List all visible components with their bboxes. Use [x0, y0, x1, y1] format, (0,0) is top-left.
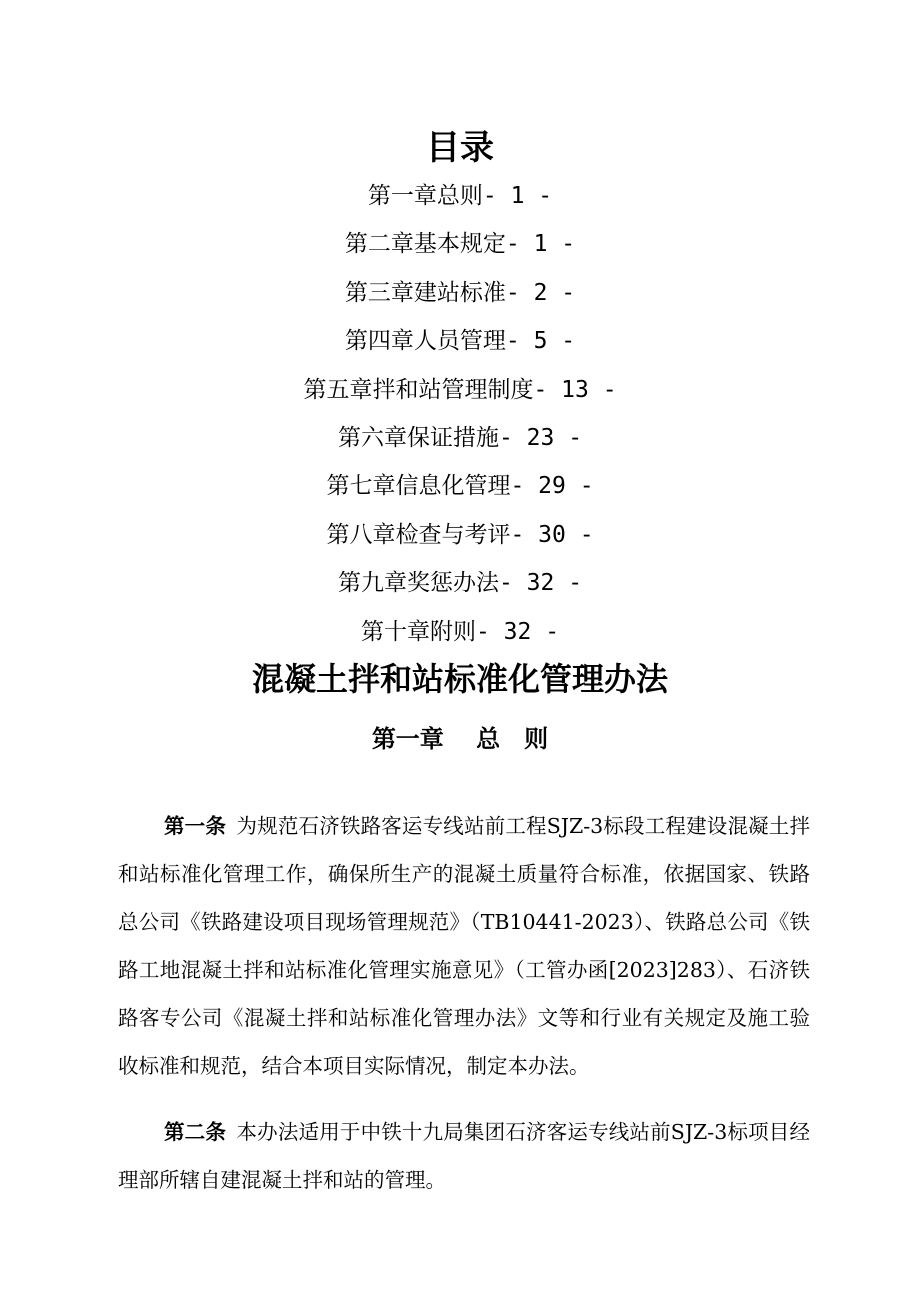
toc-entry[interactable]: [0, 418, 920, 466]
toc-entry-page: - 1 -: [505, 231, 576, 258]
toc-entry[interactable]: [0, 224, 920, 272]
toc-entry[interactable]: [0, 515, 920, 563]
toc-entry-label: 第二章基本规定: [344, 231, 506, 258]
toc-entry-label: 第七章信息化管理: [326, 473, 511, 500]
article-text: 本办法适用于中铁十九局集团石济客运专线站前SJZ-3标项目经理部所辖自建混凝土拌和站的管理。: [118, 1119, 810, 1192]
toc-entry-page: - 13 -: [533, 376, 617, 403]
toc-entry-label: 第三章建站标准: [344, 279, 506, 306]
article-text: 为规范石济铁路客运专线站前工程SJZ-3标段工程建设混凝土拌和站标准化管理工作，确保所生产的混凝土质量符合标准，依据国家、铁路总公司《铁路建设项目现场管理规范》（TB10441-2023）、铁路总公司《铁路工地混凝土拌和站标准化管理实施意见》（工管办函[2023]283）、石济铁路客专公司《混凝土拌和站标准化管理办法》文等和行业有关规定及施工验收标准和规范，结合本项目实际情况，制定本办法。: [118, 813, 810, 1078]
document-title: 混凝土拌和站标准化管理办法: [251, 660, 668, 698]
toc-entry-page: - 30 -: [510, 521, 594, 548]
toc-entry-label: 第一章总则: [367, 183, 483, 209]
toc-entry-label: 第八章检查与考评: [326, 521, 511, 548]
toc-entry[interactable]: [0, 273, 920, 321]
toc-entry-page: - 5 -: [505, 328, 576, 355]
table-of-contents: [0, 176, 920, 660]
toc-entry-label: 第六章保证措施: [337, 424, 499, 451]
toc-entry-label: 第九章奖惩办法: [337, 570, 499, 597]
toc-entry-label: 第四章人员管理: [344, 328, 506, 355]
toc-entry[interactable]: [0, 176, 920, 224]
toc-entry-page: - 2 -: [505, 279, 576, 306]
article-paragraph: [118, 802, 810, 1090]
chapter-heading: 第一章 总 则: [371, 725, 549, 753]
article-label: 第一条: [164, 813, 227, 838]
article-label: 第二条: [164, 1119, 227, 1144]
toc-entry-page: - 23 -: [498, 424, 583, 451]
toc-entry-page: - 1 -: [482, 183, 553, 209]
toc-entry-page: - 32 -: [498, 570, 583, 597]
toc-title: 目录: [426, 128, 494, 168]
toc-entry[interactable]: [0, 563, 920, 611]
toc-entry-page: - 29 -: [510, 473, 594, 500]
toc-entry[interactable]: [0, 370, 920, 418]
toc-entry[interactable]: [0, 466, 920, 514]
toc-entry-label: 第十章附则: [360, 618, 476, 645]
toc-entry-page: - 32 -: [475, 618, 560, 645]
toc-entry-label: 第五章拌和站管理制度: [303, 376, 534, 403]
article-paragraph: [118, 1108, 810, 1204]
toc-entry[interactable]: [0, 321, 920, 369]
toc-entry[interactable]: [0, 612, 920, 660]
